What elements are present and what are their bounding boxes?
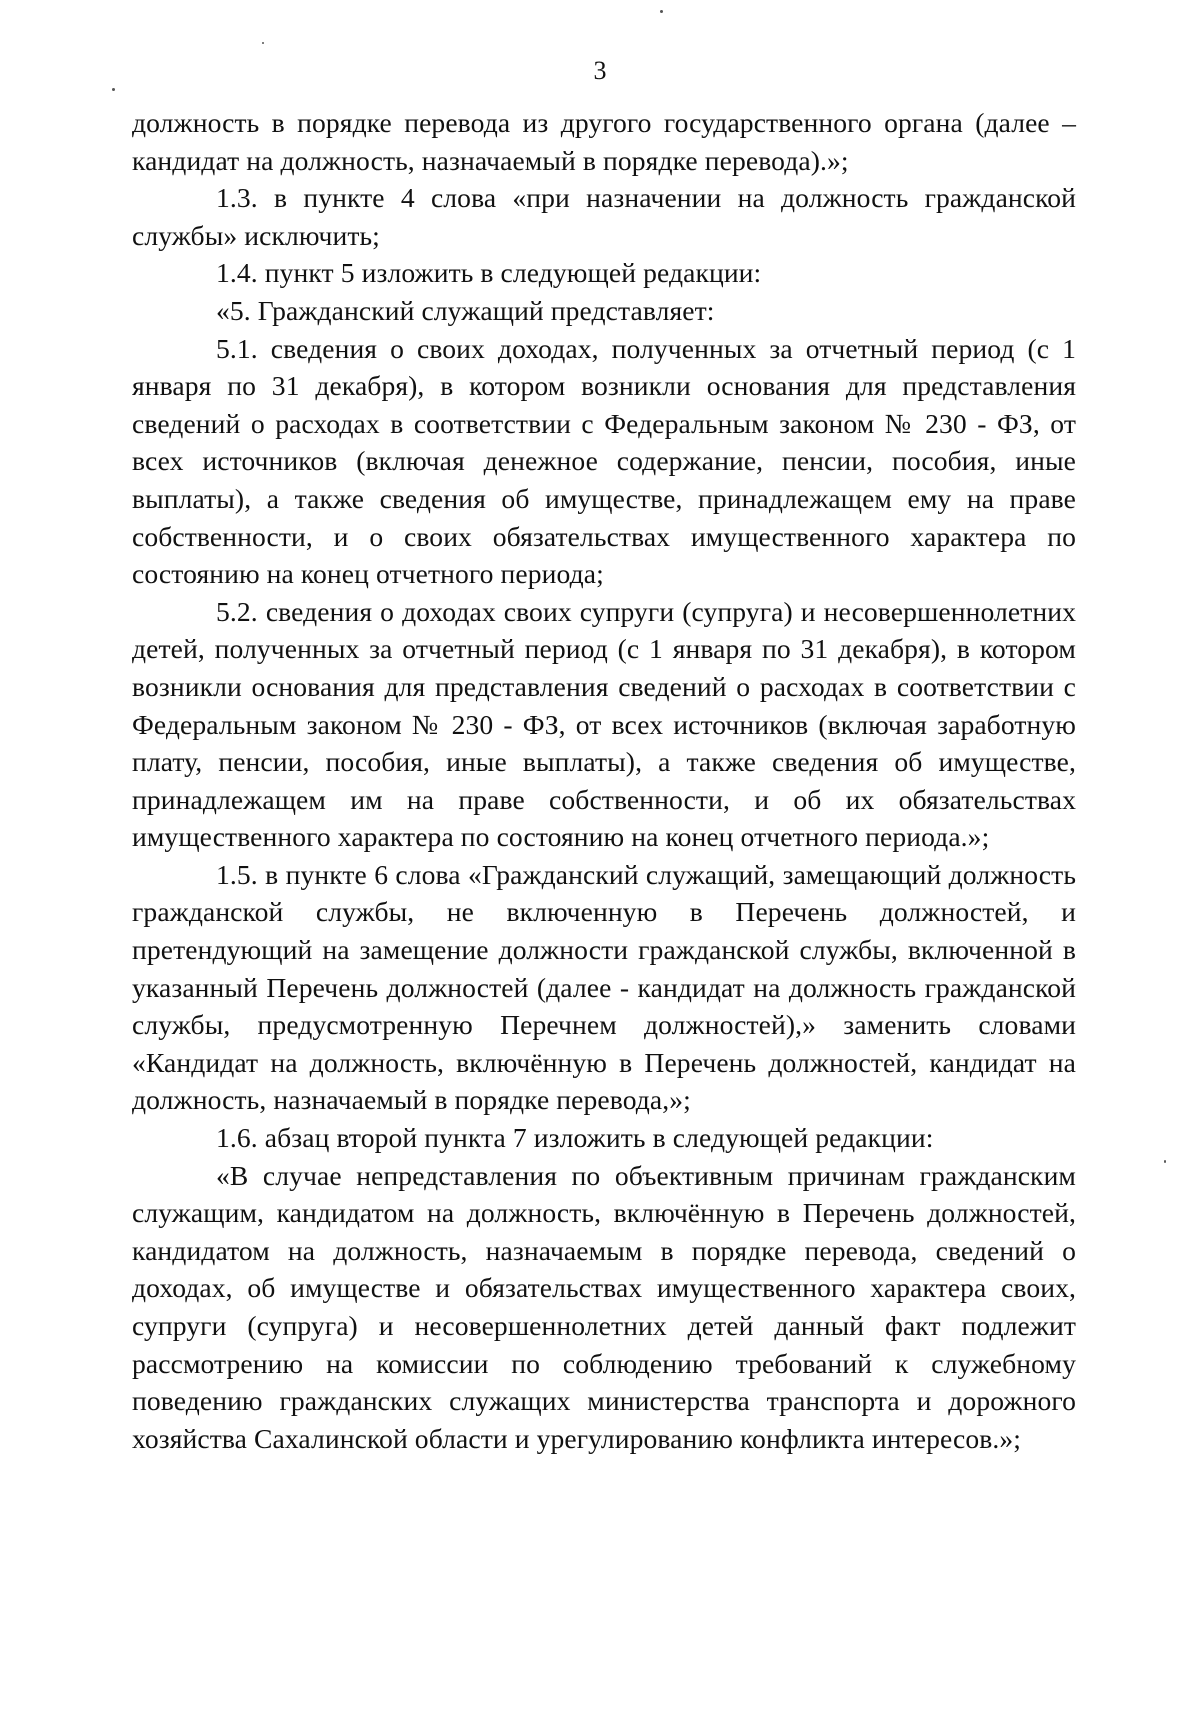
scan-speck — [262, 42, 264, 44]
scan-speck — [1164, 1160, 1166, 1163]
paragraph-item-1-3: 1.3. в пункте 4 слова «при назначении на должность гражданской службы» исключить; — [132, 182, 1076, 251]
paragraph-item-1-5: 1.5. в пункте 6 слова «Гражданский служащий, замещающий должность гражданской службы, не включенную в Перечень должностей, и претендующий на замещение должности гражданской службы, включенной в указанный Перечень должностей (далее - кандидат на должность гражданской службы, предусмотренную Перечнем должностей),» заменить словами «Кандидат на должность, включённую в Перечень должностей, кандидат на должность, назначаемый в порядке перевода,»; — [132, 858, 1076, 1116]
paragraph-continuation: должность в порядке перевода из другого государственного органа (далее – кандидат на должность, назначаемый в порядке перевода).»; — [132, 107, 1076, 176]
document-body — [132, 104, 1076, 1457]
paragraph-point-5-1: 5.1. сведения о своих доходах, полученных за отчетный период (с 1 января по 31 декабря), в котором возникли основания для представления сведений о расходах в соответствии с Федеральным законом № 230 - ФЗ, от всех источников (включая денежное содержание, пенсии, пособия, иные выплаты), а также сведения об имуществе, принадлежащем ему на праве собственности, и о своих обязательствах имущественного характера по состоянию на конец отчетного периода; — [132, 332, 1076, 590]
scan-speck — [112, 88, 115, 91]
paragraph-item-1-4: 1.4. пункт 5 изложить в следующей редакции: — [216, 257, 762, 289]
paragraph-point-5-2: 5.2. сведения о доходах своих супруги (супруга) и несовершеннолетних детей, полученных за отчетный период (с 1 января по 31 декабря), в котором возникли основания для представления сведений о расходах в соответствии с Федеральным законом № 230 - ФЗ, от всех источников (включая заработную плату, пенсии, пособия, иные выплаты), а также сведения об имуществе, принадлежащем им на праве собственности, и об их обязательствах имущественного характера по состоянию на конец отчетного периода.»; — [132, 595, 1076, 853]
paragraph-point-5-heading: «5. Гражданский служащий представляет: — [216, 294, 715, 326]
paragraph-item-1-6: 1.6. абзац второй пункта 7 изложить в следующей редакции: — [216, 1122, 934, 1154]
scan-speck — [660, 10, 663, 13]
paragraph-point-7-text: «В случае непредставления по объективным причинам гражданским служащим, кандидатом на должность, включённую в Перечень должностей, кандидатом на должность, назначаемым в порядке перевода, сведений о доходах, об имуществе и обязательствах имущественного характера своих, супруги (супруга) и несовершеннолетних детей данный факт подлежит рассмотрению на комиссии по соблюдению требований к служебному поведению гражданских служащих министерства транспорта и дорожного хозяйства Сахалинской области и урегулированию конфликта интересов.»; — [132, 1159, 1076, 1454]
page-number: 3 — [593, 56, 607, 85]
